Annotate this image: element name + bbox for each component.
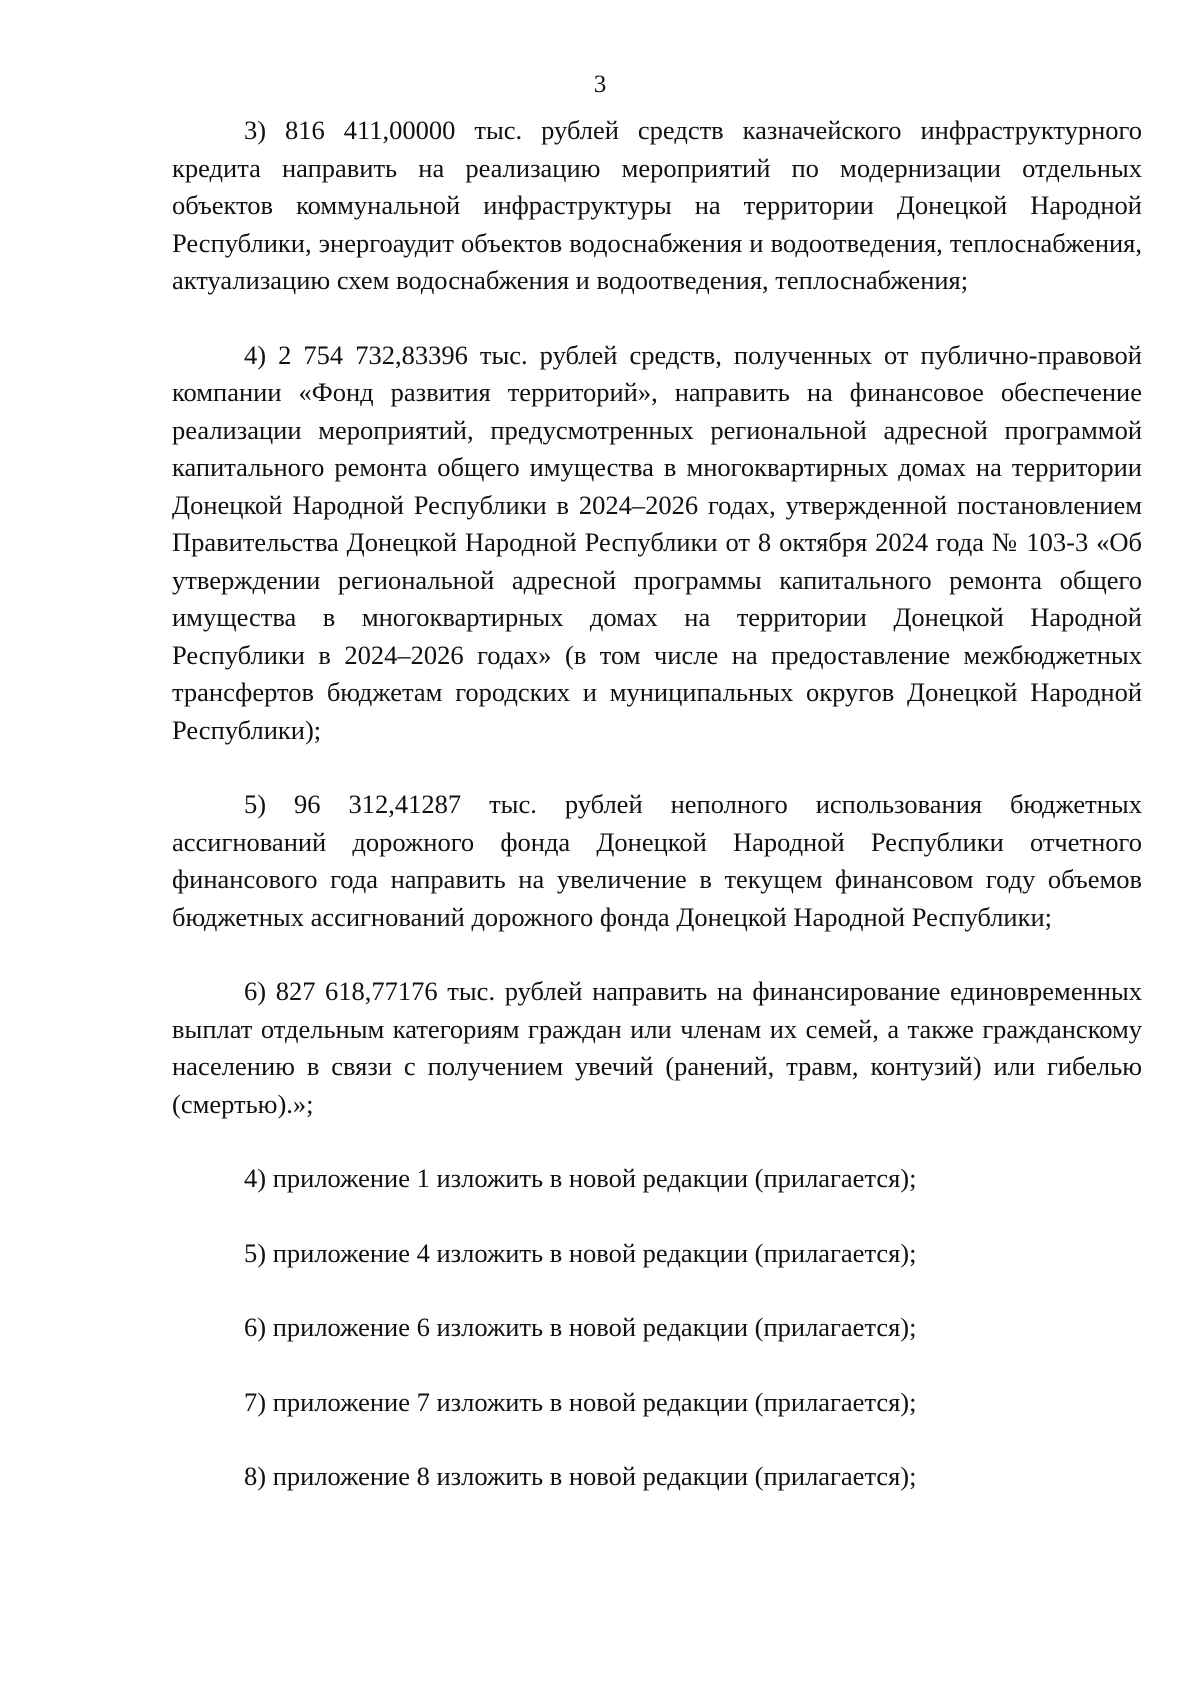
paragraph-item-5: 5) 96 312,41287 тыс. рублей неполного использования бюджетных ассигнований дорожного фонда Донецкой Народной Республики отчетного финансового года направить на увеличение в текущем финансовом году объемов бюджетных ассигнований дорожного фонда Донецкой Народной Республики; <box>172 789 1142 932</box>
page-number: 3 <box>593 71 607 98</box>
amendment-appendix-7: 7) приложение 7 изложить в новой редакции (прилагается); <box>244 1386 917 1417</box>
amendment-appendix-4: 5) приложение 4 изложить в новой редакции (прилагается); <box>244 1237 917 1268</box>
paragraph-item-6: 6) 827 618,77176 тыс. рублей направить на финансирование единовременных выплат отдельным категориям граждан или членам их семей, а также гражданскому населению в связи с получением увечий (ранений, травм, контузий) или гибелью (смертью).»; <box>172 976 1142 1119</box>
document-body <box>172 112 1142 1496</box>
amendment-appendix-8: 8) приложение 8 изложить в новой редакции (прилагается); <box>244 1461 917 1491</box>
paragraph-item-3: 3) 816 411,00000 тыс. рублей средств казначейского инфраструктурного кредита направить на реализацию мероприятий по модернизации отдельных объектов коммунальной инфраструктуры на территории Донецкой Народной Республики, энергоаудит объектов водоснабжения и водоотведения, теплоснабжения, актуализацию схем водоснабжения и водоотведения, теплоснабжения; <box>172 115 1142 295</box>
amendment-appendix-6: 6) приложение 6 изложить в новой редакции (прилагается); <box>244 1312 917 1342</box>
paragraph-item-4: 4) 2 754 732,83396 тыс. рублей средств, полученных от публично-правовой компании «Фонд развития территорий», направить на финансовое обеспечение реализации мероприятий, предусмотренных региональной адресной программой капитального ремонта общего имущества в многоквартирных домах на территории Донецкой Народной Республики в 2024–2026 годах, утвержденной постановлением Правительства Донецкой Народной Республики от 8 октября 2024 года № 103-3 «Об утверждении региональной адресной программы капитального ремонта общего имущества в многоквартирных домах на территории Донецкой Народной Республики в 2024–2026 годах» (в том числе на предоставление межбюджетных трансфертов бюджетам городских и муниципальных округов Донецкой Народной Республики); <box>172 339 1142 745</box>
amendment-appendix-1: 4) приложение 1 изложить в новой редакции (прилагается); <box>244 1163 917 1193</box>
